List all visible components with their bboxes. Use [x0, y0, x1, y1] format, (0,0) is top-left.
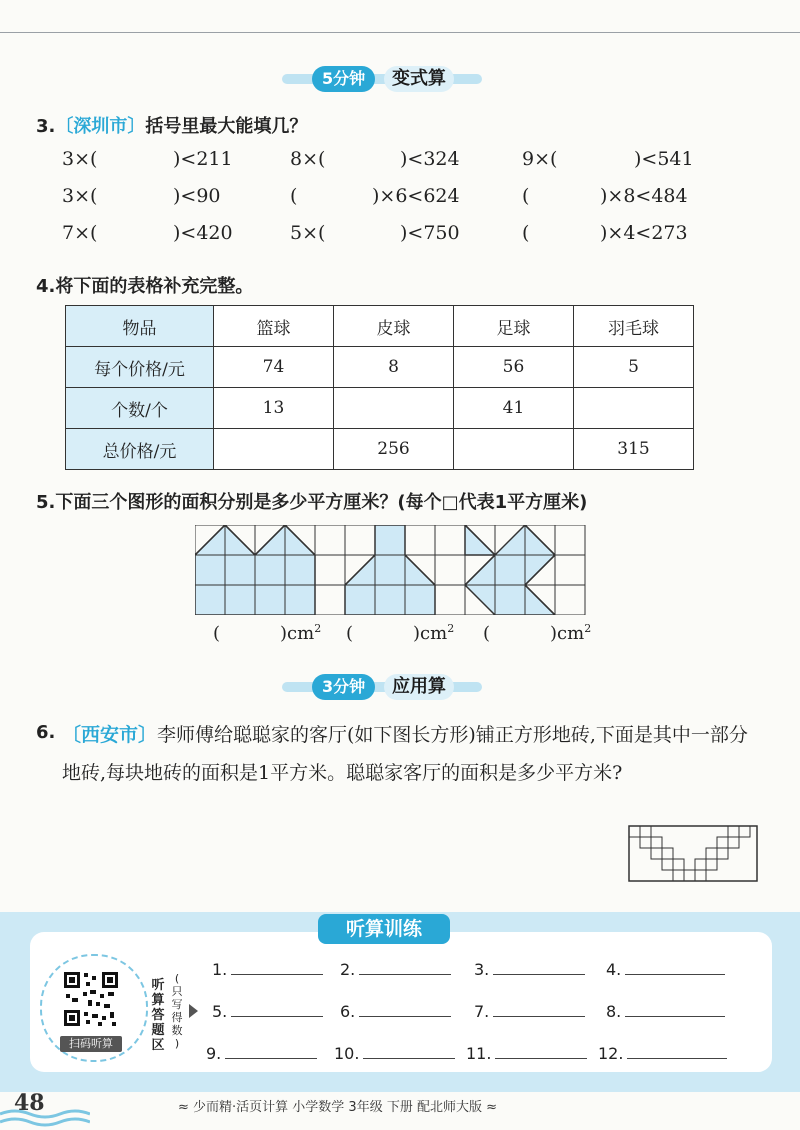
blank-open: ( [346, 623, 354, 644]
ineq-close: )<324 [400, 148, 460, 170]
answer-number: 6. [340, 1002, 356, 1021]
question-prompt: 括号里最大能填几？ [145, 116, 308, 137]
listening-section [0, 912, 800, 1092]
answer-slot-10[interactable] [334, 1044, 455, 1063]
answer-area-note [170, 972, 184, 1050]
figure-2-shape [345, 525, 435, 615]
footer-text: ≈ 少而精·活页计算 小学数学 3年级 下册 配北师大版 ≈ [178, 1100, 497, 1115]
table-cell: 74 [214, 347, 334, 388]
room-rectangle [629, 826, 757, 881]
ineq-close: )×6<624 [372, 185, 460, 207]
blank-unit: )cm [280, 623, 315, 644]
table-row-label: 每个价格/元 [66, 347, 214, 388]
answer-slot-11[interactable] [466, 1044, 587, 1063]
unit-superscript: 2 [447, 622, 455, 635]
answer-blank-3[interactable] [483, 622, 591, 644]
unit-superscript: 2 [584, 622, 592, 635]
ineq-open: 8×( [290, 148, 326, 170]
q5-heading [36, 488, 587, 514]
ineq-open: 5×( [290, 222, 326, 244]
table-cell: 256 [334, 429, 454, 470]
table-cell: 足球 [454, 306, 574, 347]
table-cell-blank[interactable] [574, 388, 694, 429]
answer-number: 1. [212, 960, 228, 979]
blank-open: ( [213, 623, 221, 644]
answer-number: 7. [474, 1002, 490, 1021]
section-banner-application [282, 670, 482, 704]
living-room-diagram [628, 825, 760, 883]
answer-slot-6[interactable] [340, 1002, 451, 1021]
section-banner-variant [282, 62, 482, 96]
blank-open: ( [483, 623, 491, 644]
note-char: 只 [171, 985, 183, 998]
table-cell: 56 [454, 347, 574, 388]
top-rule [0, 32, 800, 33]
table-cell-blank[interactable] [454, 429, 574, 470]
label-char: 题 [151, 1023, 165, 1038]
answer-slot-1[interactable] [212, 960, 323, 979]
table-row-label: 总价格/元 [66, 429, 214, 470]
answer-number: 5. [212, 1002, 228, 1021]
ineq-open: 7×( [62, 222, 98, 244]
ineq-open: 9×( [522, 148, 558, 170]
answer-number: 2. [340, 960, 356, 979]
question-prompt: 下面三个图形的面积分别是多少平方厘米？(每个□代表1平方厘米) [55, 492, 588, 513]
ineq-close: )<90 [173, 185, 221, 207]
answer-number: 4. [606, 960, 622, 979]
table-cell: 5 [574, 347, 694, 388]
city-tag: 〔深圳市〕 [55, 116, 146, 137]
answer-number: 8. [606, 1002, 622, 1021]
banner-time-badge: 3分钟 [312, 674, 375, 700]
page-number: 48 [14, 1090, 45, 1116]
ineq-open: 3×( [62, 148, 98, 170]
arrow-right-icon [189, 1004, 198, 1018]
q4-heading [36, 272, 253, 298]
table-cell: 物品 [66, 306, 214, 347]
qr-label: 扫码听算 [60, 1036, 122, 1052]
table-row [66, 347, 694, 388]
ineq-close: )×8<484 [600, 185, 688, 207]
answer-slot-9[interactable] [206, 1044, 317, 1063]
answer-number: 12. [598, 1044, 624, 1063]
ineq-close: )<420 [173, 222, 233, 244]
ineq-open: ( [522, 222, 530, 244]
note-char: 写 [171, 998, 183, 1011]
area-figures-grid [195, 525, 590, 615]
ineq-open: 3×( [62, 185, 98, 207]
table-cell: 315 [574, 429, 694, 470]
table-cell: 13 [214, 388, 334, 429]
note-char: 数 [171, 1024, 183, 1037]
ineq-open: ( [522, 185, 530, 207]
ineq-close: )<541 [634, 148, 694, 170]
q6-text: 李师傅给聪聪家的客厅(如下图长方形)铺正方形地砖,下面是其中一部分地砖,每块地砖的面积是1平方米。聪聪家客厅的面积是多少平方米? [62, 724, 748, 784]
banner-title: 变式算 [384, 66, 454, 92]
table-row-label: 个数/个 [66, 388, 214, 429]
answer-area-label [150, 978, 166, 1053]
blank-unit: )cm [550, 623, 585, 644]
question-number: 4. [36, 276, 56, 297]
answer-number: 9. [206, 1044, 222, 1063]
table-row [66, 388, 694, 429]
question-prompt: 将下面的表格补充完整。 [55, 276, 254, 297]
banner-time-badge: 5分钟 [312, 66, 375, 92]
table-cell-blank[interactable] [214, 429, 334, 470]
table-cell-blank[interactable] [334, 388, 454, 429]
answer-slot-7[interactable] [474, 1002, 585, 1021]
ineq-open: ( [290, 185, 298, 207]
city-tag: 〔西安市〕 [62, 724, 158, 746]
table-cell: 皮球 [334, 306, 454, 347]
ineq-close: )×4<273 [600, 222, 688, 244]
ineq-close: )<211 [173, 148, 233, 170]
ineq-close: )<750 [400, 222, 460, 244]
table-header-row [66, 306, 694, 347]
answer-blank-2[interactable] [346, 622, 454, 644]
q6-body [62, 716, 752, 792]
answer-blank-1[interactable] [213, 622, 321, 644]
note-char: 得 [171, 1011, 183, 1024]
answer-number: 3. [474, 960, 490, 979]
tile-staircase [629, 826, 750, 881]
table-cell: 羽毛球 [574, 306, 694, 347]
note-char: ( [174, 972, 180, 985]
label-char: 区 [151, 1038, 165, 1053]
answer-slot-12[interactable] [598, 1044, 727, 1063]
label-char: 算 [151, 993, 165, 1008]
price-table [65, 305, 694, 470]
table-cell: 41 [454, 388, 574, 429]
answer-slot-3[interactable] [474, 960, 585, 979]
blank-unit: )cm [413, 623, 448, 644]
banner-title: 应用算 [384, 674, 454, 700]
note-char: ) [174, 1037, 180, 1050]
label-char: 听 [151, 978, 165, 993]
q6-number: 6. [36, 722, 56, 743]
listening-title: 听算训练 [318, 914, 450, 944]
unit-superscript: 2 [314, 622, 322, 635]
qr-code-icon[interactable] [62, 970, 120, 1028]
answer-number: 10. [334, 1044, 360, 1063]
answer-slot-8[interactable] [606, 1002, 725, 1021]
table-row [66, 429, 694, 470]
question-number: 3. [36, 116, 56, 137]
table-cell: 篮球 [214, 306, 334, 347]
answer-slot-4[interactable] [606, 960, 725, 979]
question-number: 5. [36, 492, 56, 513]
q3-heading [36, 112, 307, 138]
answer-slot-2[interactable] [340, 960, 451, 979]
answer-slot-5[interactable] [212, 1002, 323, 1021]
answer-number: 11. [466, 1044, 492, 1063]
label-char: 答 [151, 1008, 165, 1023]
table-cell: 8 [334, 347, 454, 388]
